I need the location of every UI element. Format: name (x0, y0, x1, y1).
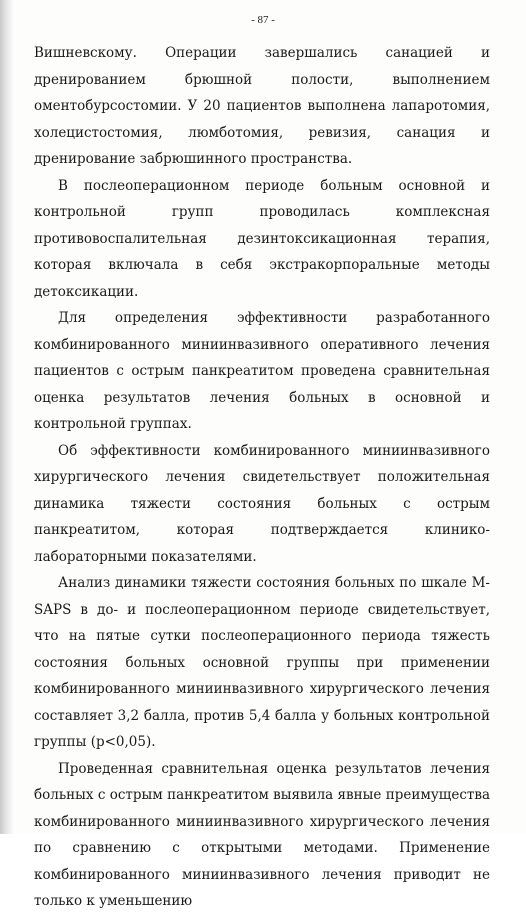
paragraph-2: В послеоперационном периоде больным основной и контрольной групп проводилась комплексная противовоспалительная дезинтоксикационная терапия, которая включала в себя экстракорпоральные методы детоксикации. (34, 177, 490, 300)
paragraph-1: Вишневскому. Операции завершались санацией и дренированием брюшной полости, выполнением оментобурсостомии. У 20 пациентов выполнена лапаротомия, холецистостомия, люмботомия, ревизия, санация и дренирование забрюшинного пространства. (34, 45, 490, 167)
paragraph-4: Об эффективности комбинированного миниинвазивного хирургического лечения свидетельствует положительная динамика тяжести состояния больных с острым панкреатитом, которая подтверждается клинико-лабораторными показателями. (34, 442, 490, 565)
paragraph-6: Проведенная сравнительная оценка результатов лечения больных с острым панкреатитом выявила явные преимущества комбинированного миниинвазивного хирургического лечения по сравнению с открытыми методами. Применение комбинированного миниинвазивного лечения приводит не только к уменьшению (34, 760, 490, 909)
page-number: - 87 - (251, 14, 275, 26)
paragraph-5: Анализ динамики тяжести состояния больных по шкале M-SAPS в до- и послеоперационном периоде свидетельствует, что на пятые сутки послеоперационного периода тяжесть состояния больных основной группы при применении комбинированного миниинвазивного хирургического лечения составляет 3,2 балла, против 5,4 балла у больных контрольной группы (p<0,05). (34, 575, 490, 750)
scan-edge-shadow (0, 0, 14, 834)
paragraph-3: Для определения эффективности разработанного комбинированного миниинвазивного оперативного лечения пациентов с острым панкреатитом проведена сравнительная оценка результатов лечения больных в основной и контрольной группах. (34, 310, 490, 432)
body-text (34, 40, 490, 915)
